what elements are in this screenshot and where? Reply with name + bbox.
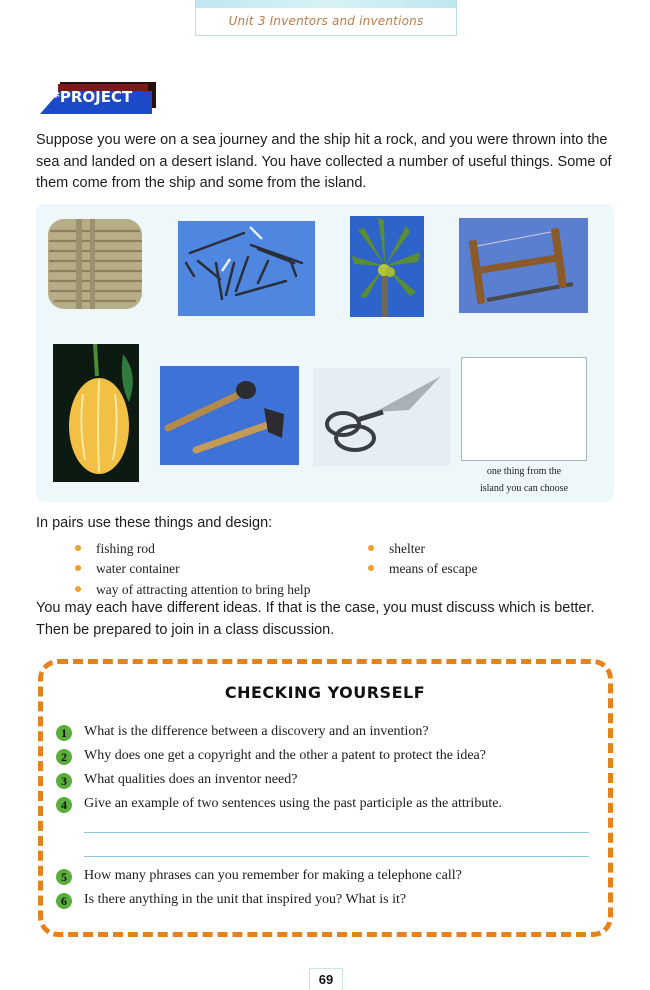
unit-title: Unit 3 Inventors and inventions — [228, 14, 424, 28]
checking-yourself-title: CHECKING YOURSELF — [224, 683, 426, 702]
empty-choice-frame — [461, 357, 587, 461]
gourd-icon — [53, 344, 139, 482]
question-number-badge: 3 — [56, 773, 72, 789]
unit-header — [195, 0, 457, 36]
question-text: What qualities does an inventor need? — [84, 772, 298, 787]
header-water-strip — [196, 0, 456, 8]
rope-photo — [46, 213, 146, 313]
project-badge — [40, 82, 158, 114]
project-intro: Suppose you were on a sea journey and the ship hit a rock, and you were thrown into the sea and landed on a desert island. You have collected a number of useful things. Some of them come from the ship and some from the island. — [36, 132, 612, 191]
palm-tree-icon — [350, 216, 424, 317]
nails-photo — [178, 221, 315, 316]
question-text: Why does one get a copyright and the other a patent to protect the idea? — [84, 748, 486, 763]
design-item: shelter — [389, 541, 425, 557]
bullet-dot-icon — [368, 545, 374, 551]
project-conclusion: You may each have different ideas. If that is the case, you must discuss which is better. Then be prepared to join in a class discussion. — [36, 600, 595, 638]
bullet-dot-icon — [368, 565, 374, 571]
question-text: What is the difference between a discovery and an invention? — [84, 724, 429, 739]
design-item: water container — [96, 561, 180, 577]
question-text: How many phrases can you remember for making a telephone call? — [84, 868, 462, 883]
saw-icon — [459, 218, 588, 313]
question-number-badge: 2 — [56, 749, 72, 765]
bullet-dot-icon — [75, 545, 81, 551]
rope-icon — [46, 213, 146, 313]
design-item: way of attracting attention to bring help — [96, 582, 310, 598]
page-number: 69 — [309, 968, 343, 990]
answer-line-2[interactable] — [84, 856, 589, 857]
nails-icon — [178, 221, 315, 316]
palm-tree-photo — [350, 216, 424, 317]
question-text: Give an example of two sentences using the past participle as the attribute. — [84, 796, 502, 811]
scissors-icon — [313, 368, 450, 466]
scissors-photo — [313, 368, 450, 466]
hammer-icon — [160, 366, 299, 465]
question-number-badge: 1 — [56, 725, 72, 741]
design-item: means of escape — [389, 561, 477, 577]
design-item: fishing rod — [96, 541, 155, 557]
gourd-photo — [53, 344, 139, 482]
pairs-lead: In pairs use these things and design: — [36, 515, 273, 531]
bullet-dot-icon — [75, 586, 81, 592]
question-text: Is there anything in the unit that inspired you? What is it? — [84, 892, 407, 907]
question-number-badge: 5 — [56, 869, 72, 885]
bow-saw-photo — [459, 218, 588, 313]
question-number-badge: 6 — [56, 893, 72, 909]
answer-line-1[interactable] — [84, 832, 589, 833]
bullet-dot-icon — [75, 565, 81, 571]
question-number-badge: 4 — [56, 797, 72, 813]
hammer-hatchet-photo — [160, 366, 299, 465]
project-badge-label: *PROJECT — [52, 88, 133, 106]
empty-frame-caption: one thing from the island you can choose — [479, 466, 569, 494]
